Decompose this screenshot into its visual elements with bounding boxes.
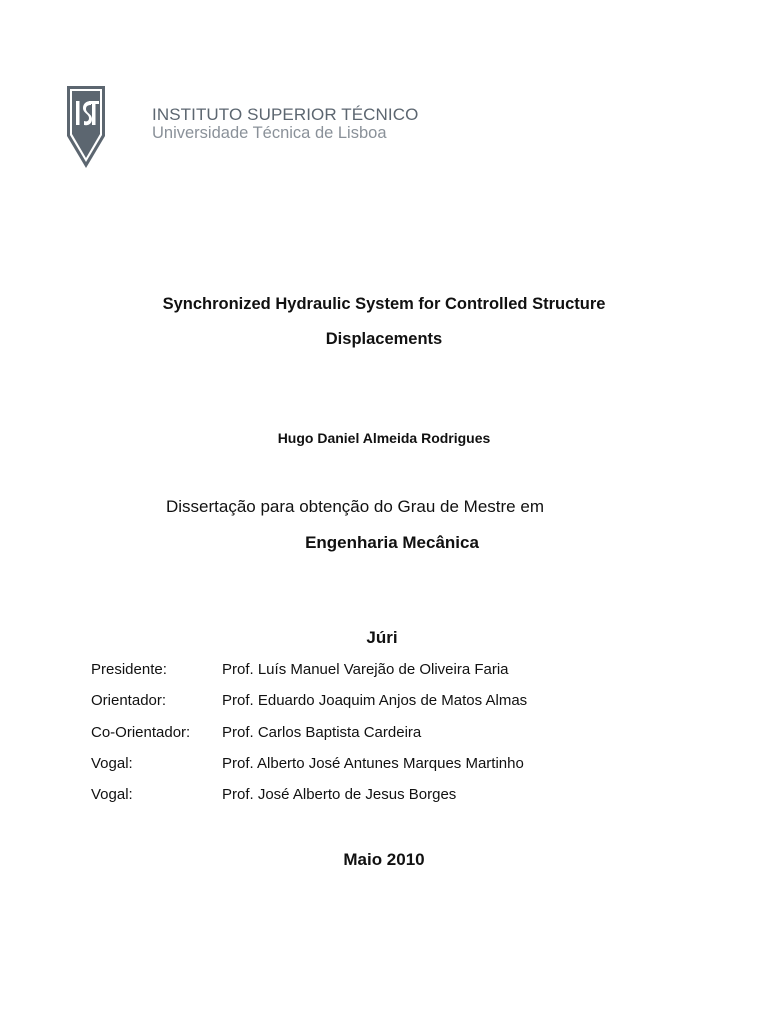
jury-row-advisor [91, 692, 611, 723]
thesis-title-line-2: Displacements [325, 330, 443, 348]
jury-list [91, 661, 611, 817]
jury-member-name: Prof. Carlos Baptista Cardeira [222, 723, 422, 741]
degree-course: Engenharia Mecânica [305, 533, 479, 552]
thesis-title [0, 287, 768, 357]
institution-wordmark [152, 106, 418, 142]
ist-shield-logo-icon [67, 86, 105, 168]
jury-row-co-advisor [91, 724, 611, 755]
jury-member-name: Prof. Luís Manuel Varejão de Oliveira Faria [222, 661, 509, 678]
institution-name: INSTITUTO SUPERIOR TÉCNICO [152, 105, 419, 124]
degree-statement: Dissertação para obtenção do Grau de Mestre em [166, 497, 544, 516]
jury-row-president [91, 661, 611, 692]
jury-role: Vogal: [91, 786, 133, 804]
jury-member-name: Prof. Alberto José Antunes Marques Martinho [222, 754, 524, 772]
jury-heading: Júri [366, 628, 398, 647]
jury-role: Orientador: [91, 692, 167, 710]
jury-role: Presidente: [91, 661, 167, 678]
thesis-title-line-1: Synchronized Hydraulic System for Controlled Structure [162, 295, 606, 313]
university-name: Universidade Técnica de Lisboa [152, 124, 387, 142]
jury-member-name: Prof. Eduardo Joaquim Anjos de Matos Almas [222, 692, 528, 710]
jury-role: Co-Orientador: [91, 723, 191, 741]
jury-member-name: Prof. José Alberto de Jesus Borges [222, 786, 457, 804]
institution-logo [67, 86, 419, 168]
submission-date: Maio 2010 [343, 850, 425, 869]
jury-row-member-2 [91, 786, 611, 817]
jury-role: Vogal: [91, 754, 133, 772]
author-name: Hugo Daniel Almeida Rodrigues [277, 430, 491, 446]
jury-row-member-1 [91, 755, 611, 786]
